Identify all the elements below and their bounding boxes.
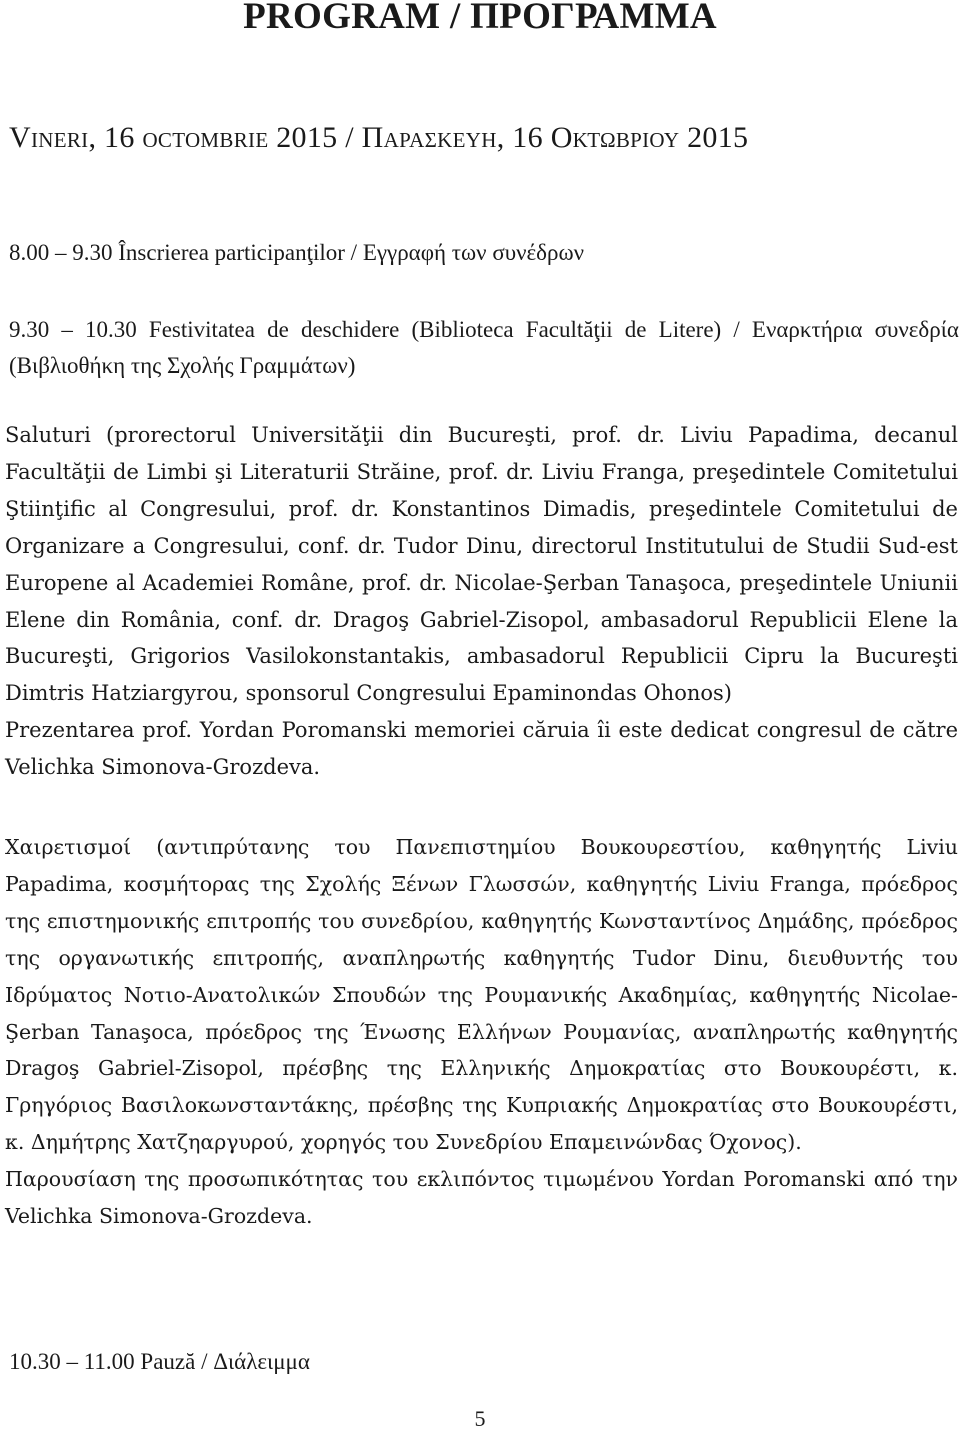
- day-heading: Vineri, 16 octombrie 2015 / Παρασκευη, 16 Οκτωβριου 2015: [9, 121, 749, 154]
- schedule-slot-break: 10.30 – 11.00 Pauză / Διάλειμμα: [9, 1349, 310, 1374]
- schedule-slot-registration: 8.00 – 9.30 Înscrierea participanţilor / Εγγραφή των συνέδρων: [9, 240, 585, 265]
- romanian-presentation-paragraph: Prezentarea prof. Yordan Poromanski memoriei căruia îi este dedicat congresul de către Velichka Simonova-Grozdeva.: [5, 718, 958, 780]
- greek-presentation-paragraph: Παρουσίαση της προσωπικότητας του εκλιπόντος τιμωμένου Yordan Poromanski από την Velichka Simonova-Grozdeva.: [5, 1167, 958, 1229]
- romanian-greetings-paragraph: Saluturi (prorectorul Universităţii din Bucureşti, prof. dr. Liviu Papadima, decanul Facultăţii de Limbi şi Literaturii Străine, prof. dr. Liviu Franga, preşedintele Comitetului Ştiinţific al Congresului, prof. dr. Konstantinos Dimadis, preşedintele Comitetului de Organizare a Congresului, conf. dr. Tudor Dinu, directorul Institutului de Studii Sud-est Europene al Academiei Române, prof. dr. Nicolae-Şerban Tanaşoca, preşedintele Uniunii Elene din România, conf. dr. Dragoş Gabriel-Zisopol, ambasadorul Republicii Elene la Bucureşti, Grigorios Vasilokonstantakis, ambasadorul Republicii Cipru la Bucureşti Dimtris Hatziargyrou, sponsorul Congresului Epaminondas Ohonos): [5, 423, 958, 706]
- page-title: PROGRAM / ΠΡΟΓΡΑΜΜΑ: [243, 0, 717, 37]
- romanian-section: [5, 417, 958, 786]
- greek-section: [5, 829, 958, 1235]
- schedule-slot-opening: 9.30 – 10.30 Festivitatea de deschidere (Biblioteca Facultăţii de Litere) / Εναρκτήρια συνεδρία (Βιβλιοθήκη της Σχολής Γραμμάτων): [9, 317, 959, 378]
- page-number: 5: [474, 1406, 486, 1431]
- greek-greetings-paragraph: Χαιρετισμοί (αντιπρύτανης του Πανεπιστημίου Βουκουρεστίου, καθηγητής Liviu Papadima, κοσμήτορας της Σχολής Ξένων Γλωσσών, καθηγητής Liviu Franga, πρόεδρος της επιστημονικής επιτροπής του συνεδρίου, καθηγητής Κωνσταντίνος Δημάδης, πρόεδρος της οργανωτικής επιτροπής, αναπληρωτής καθηγητής Tudor Dinu, διευθυντής του Ιδρύματος Νοτιο-Ανατολικών Σπουδών της Ρουμανικής Ακαδημίας, καθηγητής Nicolae-Şerban Tanaşoca, πρόεδρος της Ένωσης Ελλήνων Ρουμανίας, αναπληρωτής καθηγητής Dragoş Gabriel-Zisopol, πρέσβης της Ελληνικής Δημοκρατίας στο Βουκουρέστι, κ. Γρηγόριος Βασιλοκωνσταντάκης, πρέσβης της Κυπριακής Δημοκρατίας στο Βουκουρέστι, κ. Δημήτρης Χατζηαργυρού, χορηγός του Συνεδρίου Επαμεινώνδας Όχονος).: [5, 835, 958, 1155]
